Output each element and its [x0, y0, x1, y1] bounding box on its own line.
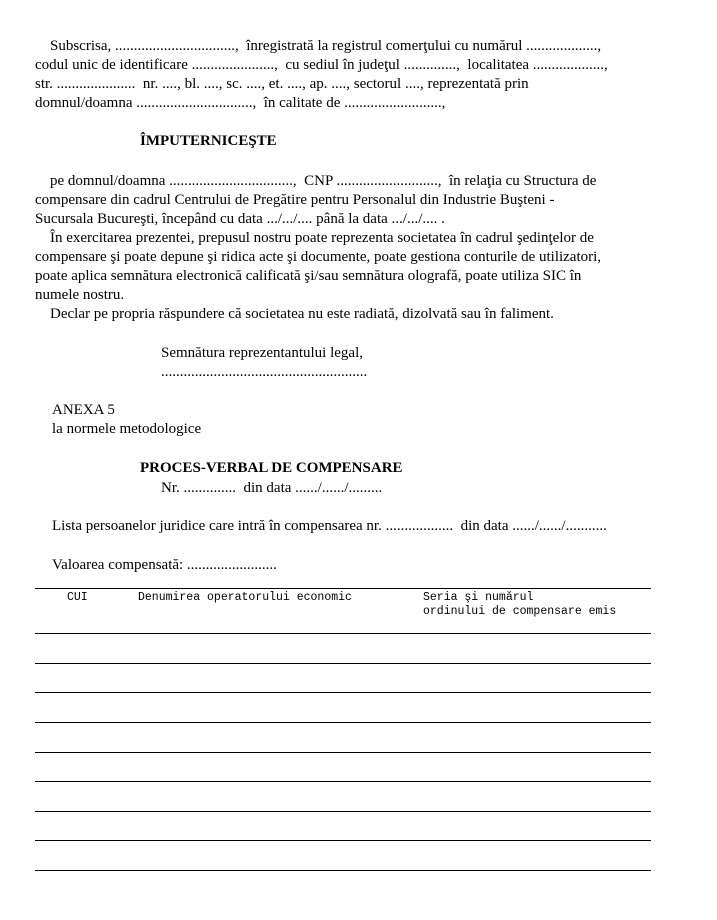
table-top-rule — [35, 588, 651, 589]
table-row — [35, 752, 651, 753]
col-header-cui: CUI — [67, 591, 88, 604]
paragraph2-line-2: compensare din cadrul Centrului de Pregătire pentru Personalul din Industrie Buşteni - — [35, 192, 555, 208]
col-header-denumire: Denumirea operatorului economic — [138, 591, 352, 604]
signature-label: Semnătura reprezentantului legal, — [161, 345, 363, 361]
paragraph2-line-7: numele nostru. — [35, 287, 125, 303]
col-header-seria-2: ordinului de compensare emis — [423, 605, 617, 618]
paragraph2-line-4: În exercitarea prezentei, prepusul nostru poate reprezenta societatea în cadrul şedinţelor de — [35, 230, 594, 246]
table-row — [35, 811, 651, 812]
paragraph2-line-3: Sucursala Bucureşti, începând cu data .../.../.... până la data .../.../.... . — [35, 211, 445, 227]
paragraph2-line-5: compensare şi poate depune şi ridica acte şi documente, poate gestiona conturile de utilizatori, — [35, 249, 602, 265]
paragraph2-line-6: poate aplica semnătura electronică calificată şi/sau semnătura olografă, poate utiliza SIC în — [35, 268, 582, 284]
subscrisa-line-2: codul unic de identificare ......................, cu sediul în judeţul .............., localitatea ..................., — [35, 57, 608, 73]
table-row — [35, 663, 651, 664]
imputerniceste-heading: ÎMPUTERNICEŞTE — [140, 133, 277, 149]
table-row — [35, 722, 651, 723]
table-row — [35, 870, 651, 871]
paragraph2-line-1: pe domnul/doamna ................................., CNP ..........................., în relaţia cu Structura de — [35, 173, 597, 189]
subscrisa-line-1: Subscrisa, ................................, înregistrată la registrul comerţului cu numărul ..................., — [35, 38, 602, 54]
table-row — [35, 840, 651, 841]
signature-dots: ....................................................... — [161, 364, 368, 380]
col-header-seria-1: Seria şi numărul — [423, 591, 534, 604]
subscrisa-line-3: str. ..................... nr. ...., bl. ...., sc. ...., et. ...., ap. ...., sectorul ...., reprezentată prin — [35, 76, 529, 92]
valoare-line: Valoarea compensată: ........................ — [52, 557, 277, 573]
proces-verbal-number: Nr. .............. din data ....../....../......... — [161, 480, 383, 496]
annex-title: ANEXA 5 — [52, 402, 115, 418]
proces-verbal-title: PROCES-VERBAL DE COMPENSARE — [140, 460, 403, 476]
annex-subtitle: la normele metodologice — [52, 421, 202, 437]
table-row — [35, 633, 651, 634]
table-row — [35, 781, 651, 782]
table-row — [35, 692, 651, 693]
subscrisa-line-4: domnul/doamna ..............................., în calitate de .........................., — [35, 95, 446, 111]
paragraph2-line-8: Declar pe propria răspundere că societatea nu este radiată, dizolvată sau în faliment. — [35, 306, 554, 322]
lista-line: Lista persoanelor juridice care intră în compensarea nr. .................. din data ....../....../........... — [52, 518, 607, 534]
